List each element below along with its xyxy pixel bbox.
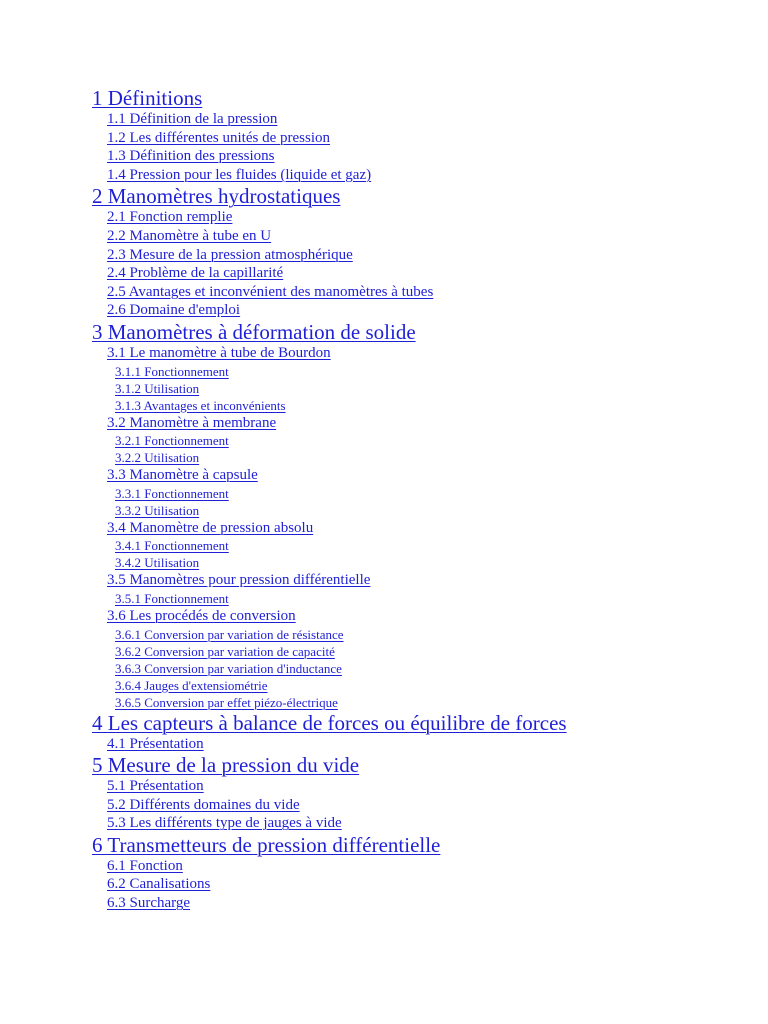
toc-subsection-link[interactable]: 3.1.2 Utilisation <box>115 380 200 396</box>
toc-subsection-link[interactable]: 3.6.4 Jauges d'extensiométrie <box>115 677 268 693</box>
toc-chapter-link[interactable]: 1 Définitions <box>92 86 203 110</box>
toc-section-link[interactable]: 2.1 Fonction remplie <box>107 209 233 226</box>
toc-subsection-link[interactable]: 3.4.1 Fonctionnement <box>115 538 229 554</box>
toc-chapter-link[interactable]: 4 Les capteurs à balance de forces ou équilibre de forces <box>92 710 567 735</box>
toc-section-link[interactable]: 3.6 Les procédés de conversion <box>107 607 296 624</box>
toc-section-link[interactable]: 6.2 Canalisations <box>107 876 211 893</box>
toc-chapter-link[interactable]: 6 Transmetteurs de pression différentielle <box>92 832 441 857</box>
toc-section-link[interactable]: 4.1 Présentation <box>107 735 204 752</box>
toc-section-link[interactable]: 1.2 Les différentes unités de pression <box>107 129 331 146</box>
toc-subsection-link[interactable]: 3.4.2 Utilisation <box>115 555 200 571</box>
toc-section-link[interactable]: 2.6 Domaine d'emploi <box>107 302 241 319</box>
toc-section-link[interactable]: 3.4 Manomètre de pression absolu <box>107 519 314 536</box>
toc-chapter-link[interactable]: 5 Mesure de la pression du vide <box>92 753 360 778</box>
toc-chapter-link[interactable]: 3 Manomètres à déformation de solide <box>92 319 416 344</box>
toc-subsection-link[interactable]: 3.1.3 Avantages et inconvénients <box>115 397 286 413</box>
toc-section-link[interactable]: 2.4 Problème de la capillarité <box>107 265 284 282</box>
toc-section-link[interactable]: 6.3 Surcharge <box>107 895 191 912</box>
toc-subsection-link[interactable]: 3.6.3 Conversion par variation d'inductance <box>115 660 342 676</box>
table-of-contents <box>92 86 567 913</box>
toc-section-link[interactable]: 3.2 Manomètre à membrane <box>107 414 277 431</box>
toc-section-link[interactable]: 3.3 Manomètre à capsule <box>107 467 258 484</box>
toc-subsection-link[interactable]: 3.2.1 Fonctionnement <box>115 433 229 449</box>
toc-section-link[interactable]: 2.2 Manomètre à tube en U <box>107 227 272 244</box>
toc-subsection-link[interactable]: 3.6.2 Conversion par variation de capacité <box>115 643 335 659</box>
toc-section-link[interactable]: 5.2 Différents domaines du vide <box>107 796 300 813</box>
toc-section-link[interactable]: 1.3 Définition des pressions <box>107 148 275 165</box>
toc-subsection-link[interactable]: 3.6.5 Conversion par effet piézo-électrique <box>115 694 338 710</box>
toc-subsection-link[interactable]: 3.3.2 Utilisation <box>115 502 200 518</box>
toc-section-link[interactable]: 3.5 Manomètres pour pression différentielle <box>107 572 371 589</box>
toc-section-link[interactable]: 2.5 Avantages et inconvénient des manomètres à tubes <box>107 283 434 300</box>
toc-section-link[interactable]: 1.4 Pression pour les fluides (liquide et gaz) <box>107 166 372 183</box>
toc-section-link[interactable]: 3.1 Le manomètre à tube de Bourdon <box>107 344 331 361</box>
toc-subsection-link[interactable]: 3.1.1 Fonctionnement <box>115 363 229 379</box>
toc-section-link[interactable]: 1.1 Définition de la pression <box>107 111 278 127</box>
toc-subsection-link[interactable]: 3.6.1 Conversion par variation de résistance <box>115 626 344 642</box>
toc-section-link[interactable]: 5.1 Présentation <box>107 778 204 795</box>
toc-subsection-link[interactable]: 3.2.2 Utilisation <box>115 450 200 466</box>
toc-chapter-link[interactable]: 2 Manomètres hydrostatiques <box>92 184 341 209</box>
toc-subsection-link[interactable]: 3.3.1 Fonctionnement <box>115 485 229 501</box>
toc-section-link[interactable]: 5.3 Les différents type de jauges à vide <box>107 815 342 832</box>
toc-section-link[interactable]: 6.1 Fonction <box>107 857 183 874</box>
toc-subsection-link[interactable]: 3.5.1 Fonctionnement <box>115 590 229 606</box>
toc-section-link[interactable]: 2.3 Mesure de la pression atmosphérique <box>107 246 353 263</box>
